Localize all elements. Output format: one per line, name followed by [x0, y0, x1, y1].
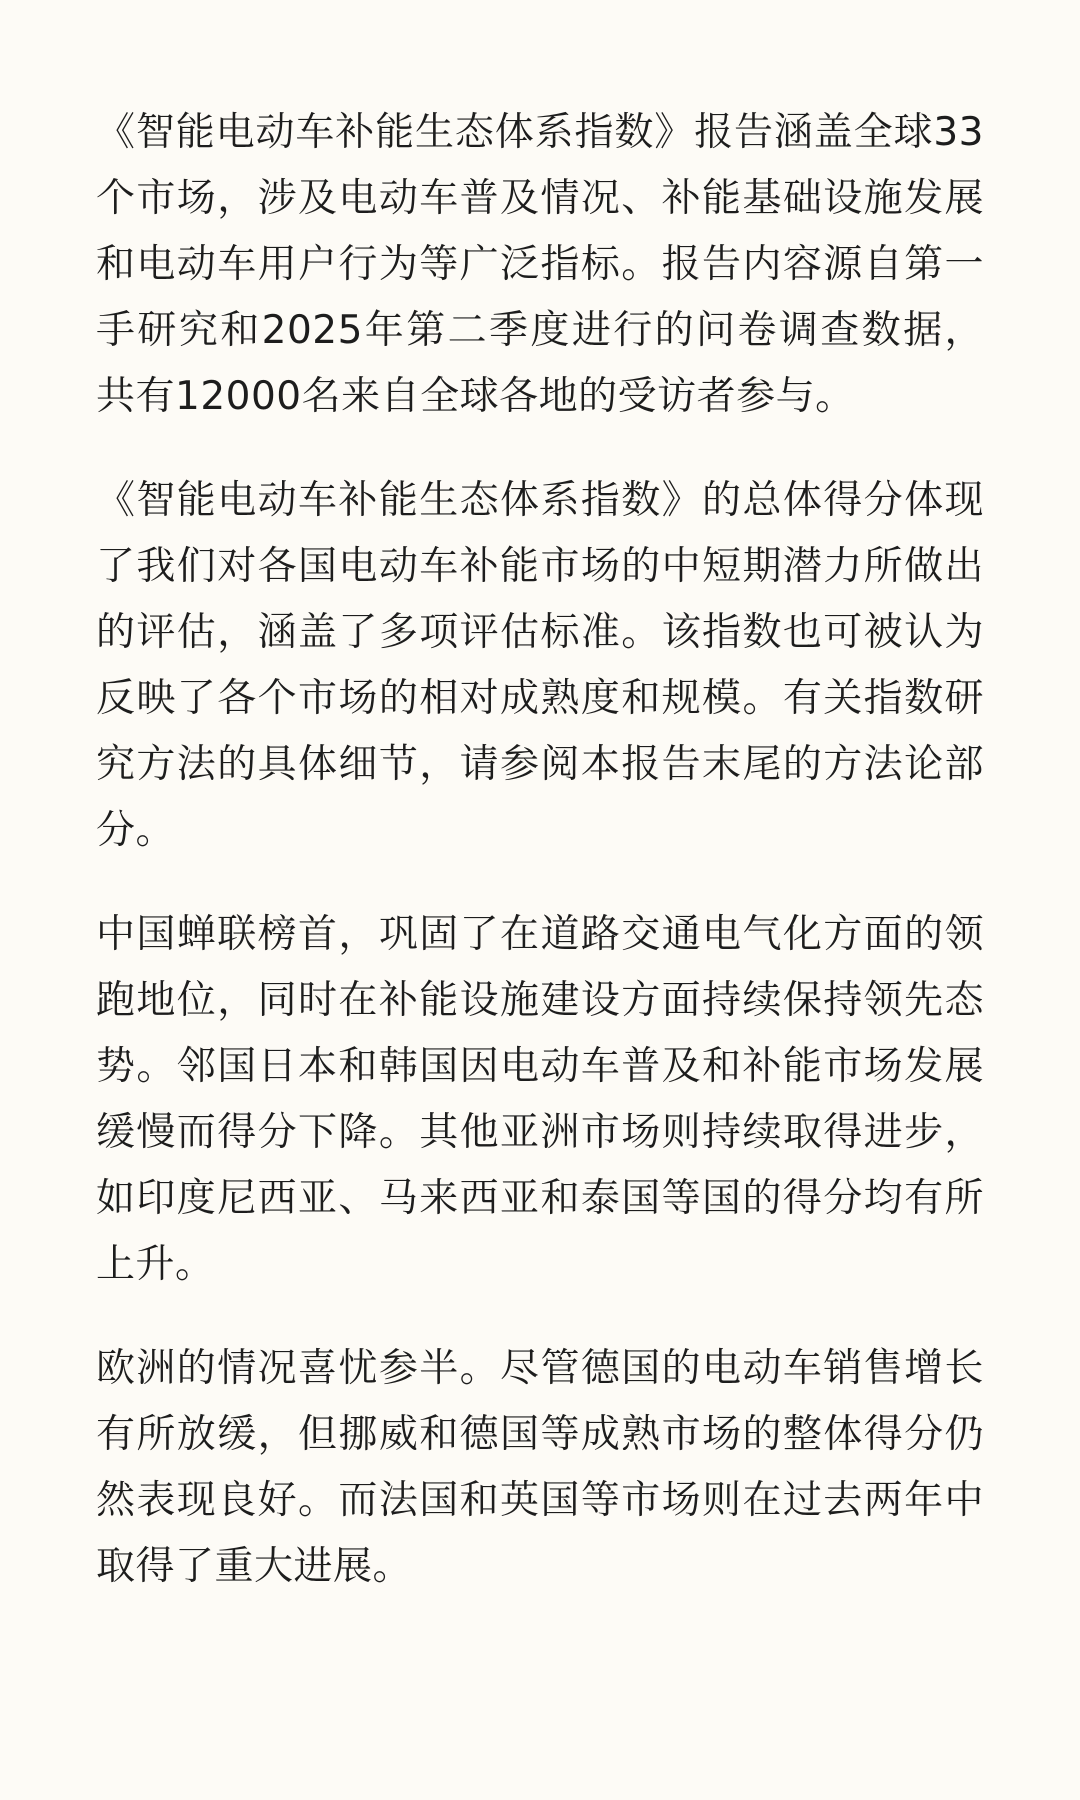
paragraph-europe-markets: 欧洲的情况喜忧参半。尽管德国的电动车销售增长有所放缓，但挪威和德国等成熟市场的整体得分仍然表现良好。而法国和英国等市场则在过去两年中取得了重大进展。 [96, 1346, 984, 1589]
paragraph-asia-markets: 中国蝉联榜首，巩固了在道路交通电气化方面的领跑地位，同时在补能设施建设方面持续保持领先态势。邻国日本和韩国因电动车普及和补能市场发展缓慢而得分下降。其他亚洲市场则持续取得进步，如印度尼西亚、马来西亚和泰国等国的得分均有所上升。 [96, 912, 984, 1287]
paragraph-index-scoring: 《智能电动车补能生态体系指数》的总体得分体现了我们对各国电动车补能市场的中短期潜力所做出的评估，涵盖了多项评估标准。该指数也可被认为反映了各个市场的相对成熟度和规模。有关指数研究方法的具体细节，请参阅本报告末尾的方法论部分。 [96, 478, 984, 853]
paragraph-report-overview: 《智能电动车补能生态体系指数》报告涵盖全球33个市场，涉及电动车普及情况、补能基础设施发展和电动车用户行为等广泛指标。报告内容源自第一手研究和2025年第二季度进行的问卷调查数据，共有12000名来自全球各地的受访者参与。 [96, 110, 984, 419]
